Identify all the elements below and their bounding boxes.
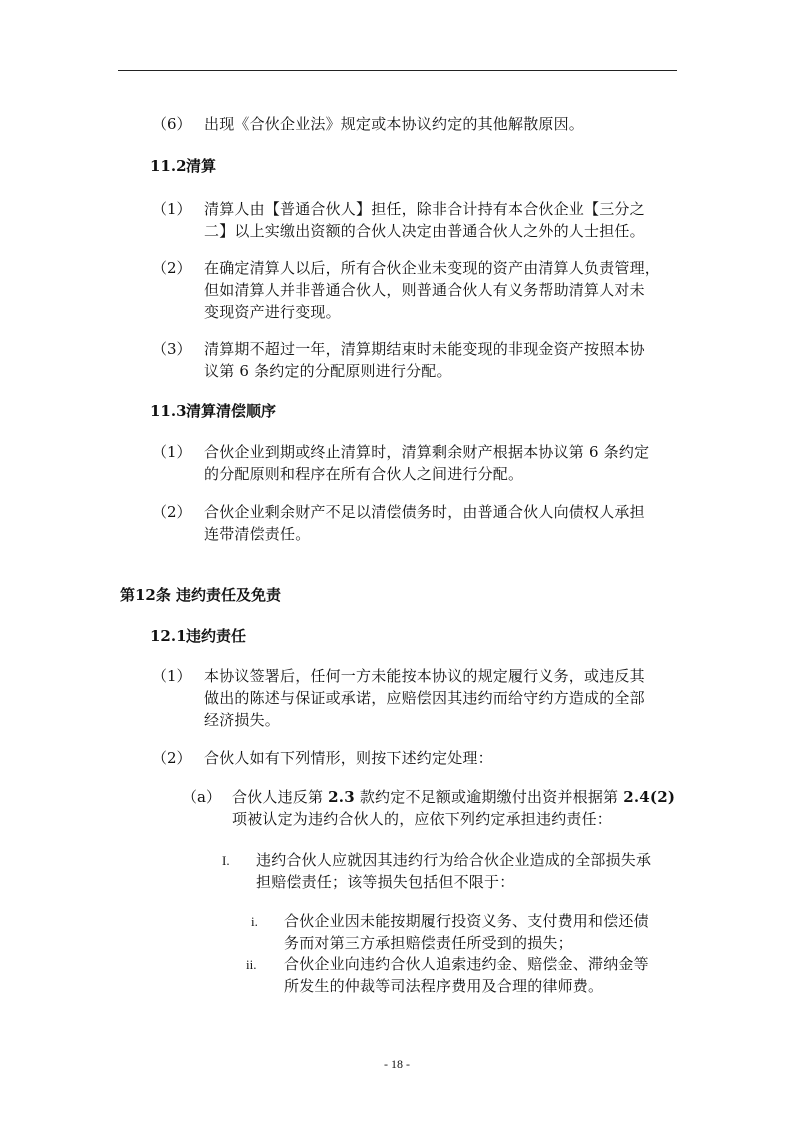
section-title: 违约责任 (186, 627, 247, 645)
item-text: 二】以上实缴出资额的合伙人决定由普通合伙人之外的人士担任。 (204, 222, 645, 240)
item-number: （2） (152, 259, 192, 277)
item-number: （2） (152, 749, 192, 767)
item-text: 合伙企业到期或终止清算时，清算剩余财产根据本协议第 6 条约定 (204, 443, 650, 461)
item-text: 在确定清算人以后，所有合伙企业未变现的资产由清算人负责管理， (204, 259, 661, 277)
item-text: 务而对第三方承担赔偿责任所受到的损失； (284, 934, 573, 952)
item-text: 违约合伙人应就因其违约行为给合伙企业造成的全部损失承 (256, 851, 652, 869)
item-text: 合伙企业向违约合伙人追索违约金、赔偿金、滞纳金等 (284, 955, 649, 973)
item-number: （6） (152, 115, 192, 133)
item-text: 出现《合伙企业法》规定或本协议约定的其他解散原因。 (204, 115, 585, 133)
item-text: 本协议签署后，任何一方未能按本协议的规定履行义务，或违反其 (204, 667, 645, 685)
item-text: 清算期不超过一年，清算期结束时未能变现的非现金资产按照本协 (204, 340, 645, 358)
article-title: 违约责任及免责 (176, 586, 282, 604)
clause-reference: 2.4(2) (623, 788, 676, 806)
item-text: 合伙人如有下列情形，则按下述约定处理： (204, 749, 493, 767)
item-text: 担赔偿责任；该等损失包括但不限于： (256, 873, 515, 891)
item-text: 清算人由【普通合伙人】担任，除非合计持有本合伙企业【三分之 (204, 200, 645, 218)
item-number: （a） (182, 788, 221, 806)
item-text: 项被认定为违约合伙人的，应依下列约定承担违约责任： (232, 810, 613, 828)
item-text: 但如清算人并非普通合伙人，则普通合伙人有义务帮助清算人对未 (204, 281, 645, 299)
item-text: 经济损失。 (204, 711, 281, 729)
clause-reference: 2.3 (328, 788, 355, 806)
item-text: 议第 6 条约定的分配原则进行分配。 (204, 362, 452, 380)
item-text: 变现资产进行变现。 (204, 303, 341, 321)
section-title: 清算 (186, 157, 217, 175)
item-number: （1） (152, 200, 192, 218)
item-number: i. (251, 914, 258, 929)
item-text: 合伙企业因未能按期履行投资义务、支付费用和偿还债 (284, 912, 649, 930)
item-number: I. (222, 853, 230, 868)
section-number: 12.1 (150, 627, 187, 645)
item-text: 的分配原则和程序在所有合伙人之间进行分配。 (204, 465, 524, 483)
page-number: - 18 - (384, 1057, 410, 1071)
item-text: 做出的陈述与保证或承诺，应赔偿因其违约而给守约方造成的全部 (204, 689, 645, 707)
item-text: 所发生的仲裁等司法程序费用及合理的律师费。 (284, 977, 604, 995)
item-number: ii. (246, 957, 257, 972)
item-number: （1） (152, 667, 192, 685)
section-number: 11.3 (150, 402, 187, 420)
item-number: （1） (152, 443, 192, 461)
section-number: 11.2 (150, 157, 187, 175)
item-text: 连带清偿责任。 (204, 525, 311, 543)
item-number: （2） (152, 503, 192, 521)
header-rule (118, 70, 677, 71)
section-title: 清算清偿顺序 (186, 402, 277, 420)
item-text: 合伙企业剩余财产不足以清偿债务时，由普通合伙人向债权人承担 (204, 503, 645, 521)
item-text: 合伙人违反第 2.3 款约定不足额或逾期缴付出资并根据第 2.4(2) (232, 788, 676, 806)
article-number: 第12条 (120, 586, 171, 604)
item-number: （3） (152, 340, 192, 358)
